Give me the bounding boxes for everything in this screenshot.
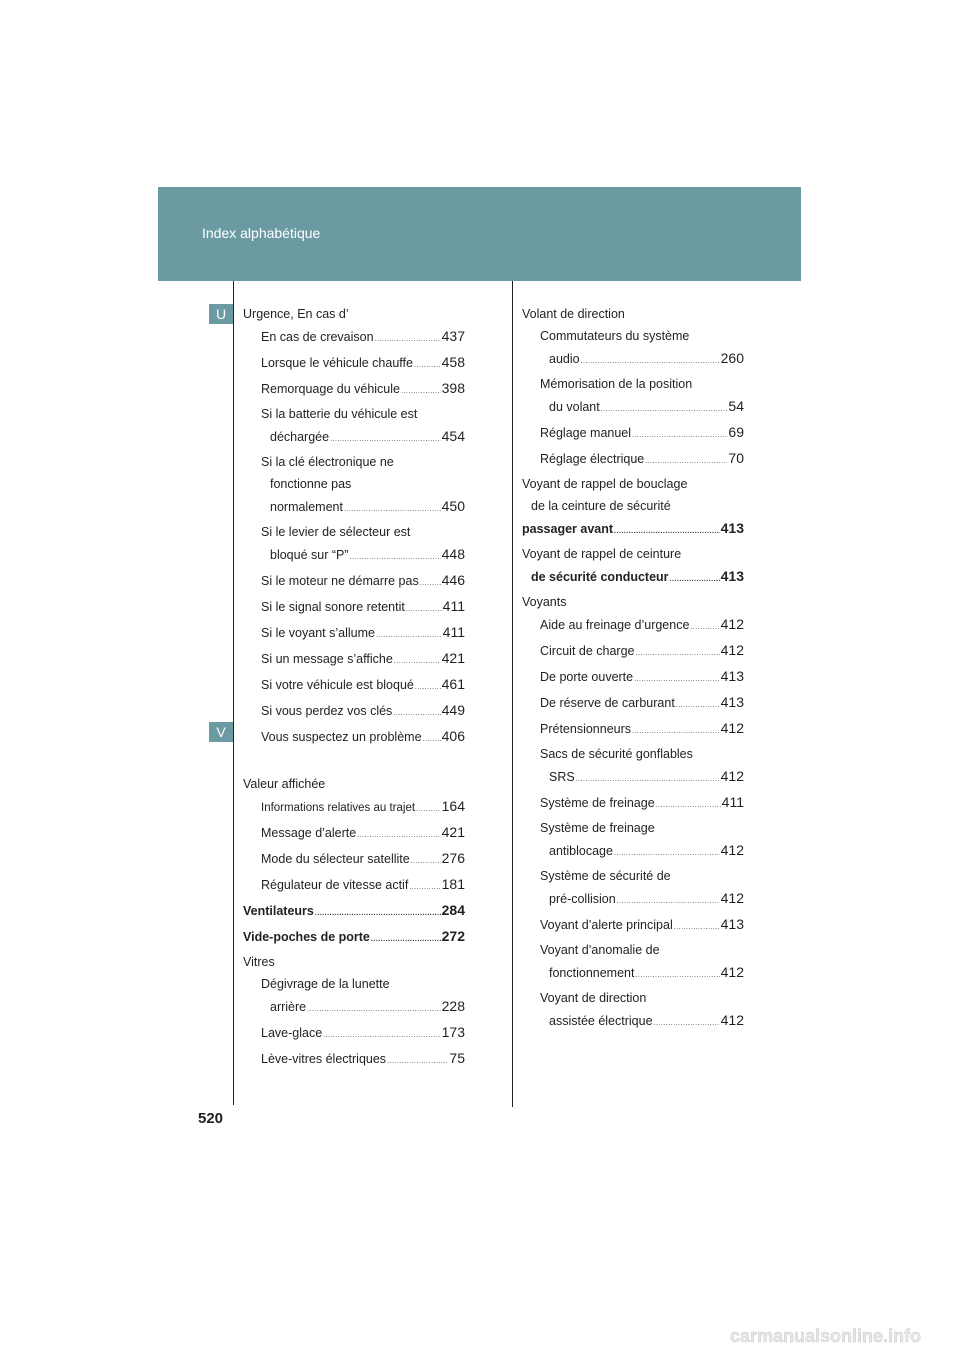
index-entry[interactable]: [522, 517, 744, 543]
entry-label: Si un message s’affiche: [261, 652, 393, 666]
index-entry-text: [243, 473, 465, 495]
dot-leader: [394, 651, 441, 673]
entry-label: Si le voyant s’allume: [261, 626, 375, 640]
entry-label: déchargée: [270, 430, 330, 444]
entry-label: Système de freinage: [540, 796, 655, 810]
entry-label: Si le signal sonore retentit: [261, 600, 405, 614]
page-reference: 69: [728, 424, 744, 440]
index-entry[interactable]: [243, 621, 465, 647]
entry-label: Ventilateurs: [243, 904, 314, 918]
index-entry-text: [522, 325, 744, 347]
index-entry[interactable]: [243, 1047, 465, 1073]
dot-leader: [416, 799, 441, 821]
index-entry-text: [522, 373, 744, 395]
entry-label: audio: [549, 352, 580, 366]
index-entry[interactable]: [522, 887, 744, 913]
entry-label: Remorquage du véhicule: [261, 382, 400, 396]
page-reference: 276: [441, 850, 465, 866]
dot-leader: [645, 451, 727, 473]
index-entry[interactable]: [243, 847, 465, 873]
index-entry[interactable]: [243, 673, 465, 699]
index-entry[interactable]: [522, 447, 744, 473]
dot-leader: [415, 677, 441, 699]
dot-leader: [411, 851, 441, 873]
dot-leader: [632, 425, 727, 447]
dot-leader: [635, 965, 719, 987]
entry-label: Message d’alerte: [261, 826, 357, 840]
page-reference: 461: [441, 676, 465, 692]
entry-label: Voyants: [522, 595, 567, 609]
header-title: Index alphabétique: [202, 225, 321, 241]
page-reference: 413: [720, 520, 744, 536]
index-entry[interactable]: [243, 995, 465, 1021]
index-entry[interactable]: [243, 647, 465, 673]
page-reference: 398: [441, 380, 465, 396]
dot-leader: [617, 891, 720, 913]
dot-leader: [414, 355, 441, 377]
entry-label: passager avant: [522, 522, 614, 536]
entry-label: De réserve de carburant: [540, 696, 675, 710]
page-reference: 412: [720, 890, 744, 906]
index-entry[interactable]: [522, 395, 744, 421]
dot-leader: [371, 929, 441, 951]
page-reference: 411: [442, 624, 465, 640]
page-reference: 413: [720, 568, 744, 584]
dot-leader: [676, 695, 720, 717]
entry-label: pré-collision: [549, 892, 616, 906]
page-reference: 173: [441, 1024, 465, 1040]
entry-label: Si vous perdez vos clés: [261, 704, 393, 718]
index-heading: [522, 543, 744, 565]
page-reference: 421: [441, 824, 465, 840]
entry-label: En cas de crevaison: [261, 330, 374, 344]
page-number: 520: [198, 1110, 224, 1127]
entry-label: normalement: [270, 500, 343, 514]
index-entry[interactable]: [243, 821, 465, 847]
entry-label: Régulateur de vitesse actif: [261, 878, 409, 892]
index-entry[interactable]: [243, 595, 465, 621]
entry-label: Voyant d’anomalie de: [540, 943, 660, 957]
page-reference: 421: [441, 650, 465, 666]
entry-label: Lave-glace: [261, 1026, 323, 1040]
dot-leader: [357, 825, 440, 847]
entry-label: Circuit de charge: [540, 644, 635, 658]
entry-label: Mode du sélecteur satellite: [261, 852, 410, 866]
dot-leader: [670, 569, 720, 591]
index-entry-text: [243, 451, 465, 473]
index-heading: [522, 495, 744, 517]
page-reference: 412: [720, 768, 744, 784]
dot-leader: [401, 381, 441, 403]
index-entry[interactable]: [522, 961, 744, 987]
entry-label: Si votre véhicule est bloqué: [261, 678, 414, 692]
entry-label: bloqué sur “P”: [270, 548, 349, 562]
page-reference: 413: [720, 668, 744, 684]
index-entry[interactable]: [522, 421, 744, 447]
entry-label: Lève-vitres électriques: [261, 1052, 387, 1066]
dot-leader: [576, 769, 720, 791]
entry-label: De porte ouverte: [540, 670, 634, 684]
entry-label: Valeur affichée: [243, 777, 326, 791]
page-reference: 412: [720, 642, 744, 658]
page-reference: 411: [442, 598, 465, 614]
entry-label: Volant de direction: [522, 307, 625, 321]
page-reference: 458: [441, 354, 465, 370]
dot-leader: [636, 643, 720, 665]
index-entry[interactable]: [522, 347, 744, 373]
dot-leader: [307, 999, 441, 1021]
entry-label: Voyant de direction: [540, 991, 647, 1005]
index-heading: [522, 473, 744, 495]
index-heading[interactable]: [243, 951, 465, 973]
entry-label: Vitres: [243, 955, 275, 969]
entry-label: Si le moteur ne démarre pas: [261, 574, 419, 588]
page-reference: 260: [720, 350, 744, 366]
dot-leader: [375, 329, 441, 351]
index-heading[interactable]: [243, 303, 465, 325]
entry-label: Vide-poches de porte: [243, 930, 370, 944]
entry-label: Informations relatives au trajet: [261, 802, 416, 814]
index-entry[interactable]: [243, 351, 465, 377]
page-reference: 54: [728, 398, 744, 414]
index-column-right: [522, 303, 744, 1035]
entry-label: Mémorisation de la position: [540, 377, 693, 391]
index-entry[interactable]: [243, 543, 465, 569]
page-reference: 181: [441, 876, 465, 892]
page-reference: 412: [720, 964, 744, 980]
dot-leader: [393, 703, 440, 725]
dot-leader: [344, 499, 441, 521]
index-entry-text: [243, 521, 465, 543]
index-entry[interactable]: [243, 725, 465, 751]
page-reference: 411: [721, 794, 744, 810]
page-reference: 450: [441, 498, 465, 514]
letter-tab-v: V: [209, 722, 233, 742]
page-reference: 437: [441, 328, 465, 344]
index-entry[interactable]: [243, 495, 465, 521]
dot-leader: [634, 669, 720, 691]
index-entry[interactable]: [522, 565, 744, 591]
dot-leader: [601, 399, 728, 421]
index-entry[interactable]: [243, 325, 465, 351]
entry-label: fonctionnement: [549, 966, 635, 980]
entry-label: Voyant de rappel de ceinture: [522, 547, 682, 561]
entry-label: Réglage manuel: [540, 426, 632, 440]
index-column-left: [243, 303, 465, 1073]
dot-leader: [614, 521, 720, 543]
entry-label: de sécurité conducteur: [531, 570, 669, 584]
dot-leader: [656, 795, 721, 817]
index-entry-text: [522, 939, 744, 961]
entry-label: du volant: [549, 400, 600, 414]
index-entry[interactable]: [522, 665, 744, 691]
entry-label: fonctionne pas: [270, 477, 352, 491]
index-entry-text: [243, 973, 465, 995]
entry-label: Voyant de rappel de bouclage: [522, 477, 688, 491]
dot-leader: [315, 903, 441, 925]
index-entry[interactable]: [522, 613, 744, 639]
index-entry[interactable]: [522, 691, 744, 717]
page-reference: 284: [441, 902, 465, 918]
page-reference: 272: [441, 928, 465, 944]
index-heading[interactable]: [522, 303, 744, 325]
entry-label: Système de sécurité de: [540, 869, 671, 883]
left-rule: [233, 281, 234, 1105]
page-reference: 446: [441, 572, 465, 588]
entry-label: Urgence, En cas d’: [243, 307, 349, 321]
page-reference: 454: [441, 428, 465, 444]
index-entry[interactable]: [243, 925, 465, 951]
watermark: [730, 1322, 950, 1350]
page-reference: 449: [441, 702, 465, 718]
index-entry[interactable]: [243, 795, 465, 821]
page-reference: 164: [441, 798, 465, 814]
page-reference: 75: [449, 1050, 465, 1066]
entry-label: Lorsque le véhicule chauffe: [261, 356, 413, 370]
entry-label: Si la batterie du véhicule est: [261, 407, 418, 421]
index-entry-text: [522, 865, 744, 887]
index-entry[interactable]: [522, 839, 744, 865]
entry-label: SRS: [549, 770, 575, 784]
dot-leader: [690, 617, 719, 639]
dot-leader: [423, 729, 441, 751]
entry-label: Vous suspectez un problème: [261, 730, 422, 744]
entry-label: Système de freinage: [540, 821, 655, 835]
index-entry[interactable]: [243, 899, 465, 925]
entry-label: assistée électrique: [549, 1014, 653, 1028]
dot-leader: [350, 547, 441, 569]
page-reference: 448: [441, 546, 465, 562]
index-entry[interactable]: [243, 425, 465, 451]
index-entry[interactable]: [522, 639, 744, 665]
page-reference: 412: [720, 842, 744, 858]
page-reference: 413: [720, 694, 744, 710]
entry-label: Réglage électrique: [540, 452, 645, 466]
dot-leader: [632, 721, 720, 743]
index-entry[interactable]: [522, 717, 744, 743]
entry-label: Prétensionneurs: [540, 722, 632, 736]
index-entry[interactable]: [243, 1021, 465, 1047]
page-reference: 228: [441, 998, 465, 1014]
page-reference: 70: [728, 450, 744, 466]
dot-leader: [674, 917, 720, 939]
column-divider: [512, 281, 513, 1107]
entry-label: antiblocage: [549, 844, 613, 858]
entry-label: Voyant d’alerte principal: [540, 918, 673, 932]
page-reference: 412: [720, 616, 744, 632]
dot-leader: [614, 843, 720, 865]
index-entry[interactable]: [243, 377, 465, 403]
index-entry[interactable]: [522, 1009, 744, 1035]
index-heading[interactable]: [522, 591, 744, 613]
dot-leader: [654, 1013, 720, 1035]
index-entry[interactable]: [243, 699, 465, 725]
dot-leader: [409, 877, 440, 899]
index-entry[interactable]: [243, 569, 465, 595]
index-entry[interactable]: [243, 873, 465, 899]
entry-label: Dégivrage de la lunette: [261, 977, 390, 991]
index-entry-text: [522, 817, 744, 839]
dot-leader: [420, 573, 441, 595]
page-reference: 406: [441, 728, 465, 744]
page-reference: 412: [720, 720, 744, 736]
svg-text:carmanualsonline.info: carmanualsonline.info: [730, 1326, 922, 1346]
index-heading[interactable]: [243, 773, 465, 795]
dot-leader: [387, 1051, 448, 1073]
index-entry[interactable]: [522, 791, 744, 817]
page-reference: 413: [720, 916, 744, 932]
index-entry-text: [243, 403, 465, 425]
dot-leader: [330, 429, 441, 451]
dot-leader: [323, 1025, 440, 1047]
dot-leader: [376, 625, 442, 647]
index-entry[interactable]: [522, 913, 744, 939]
entry-label: Commutateurs du système: [540, 329, 690, 343]
entry-label: arrière: [270, 1000, 307, 1014]
index-entry[interactable]: [522, 765, 744, 791]
entry-label: Si la clé électronique ne: [261, 455, 394, 469]
dot-leader: [581, 351, 720, 373]
page-reference: 412: [720, 1012, 744, 1028]
index-entry-text: [522, 743, 744, 765]
letter-tab-u: U: [209, 304, 233, 324]
entry-label: de la ceinture de sécurité: [531, 499, 671, 513]
section-header: [158, 187, 801, 281]
entry-label: Sacs de sécurité gonflables: [540, 747, 693, 761]
entry-label: Aide au freinage d’urgence: [540, 618, 690, 632]
index-entry-text: [522, 987, 744, 1009]
entry-label: Si le levier de sélecteur est: [261, 525, 411, 539]
dot-leader: [406, 599, 442, 621]
